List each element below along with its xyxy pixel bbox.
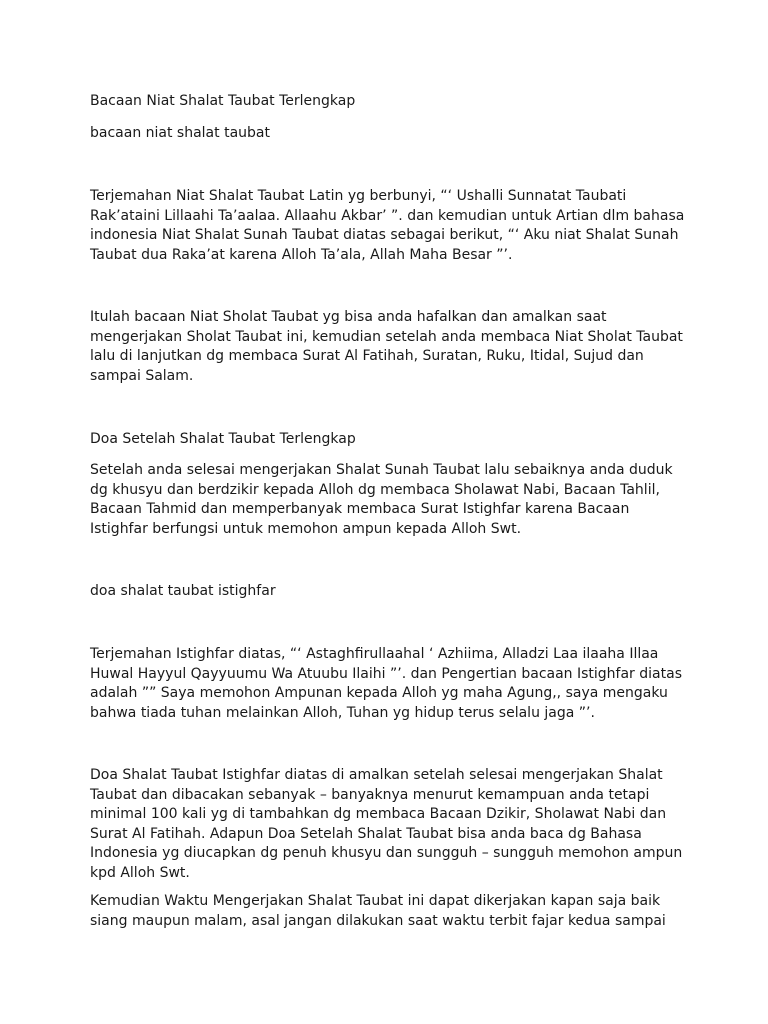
text-line: bacaan niat shalat taubat (90, 125, 270, 141)
text-line: indonesia Niat Shalat Sunah Taubat diatas sebagai berikut, “‘ Aku niat Shalat Sunah (90, 227, 679, 243)
text-line: dg khusyu dan berdzikir kepada Alloh dg membaca Sholawat Nabi, Bacaan Tahlil, (90, 481, 660, 498)
paragraph-itulah (90, 308, 690, 386)
text-line: Doa Setelah Shalat Taubat Terlengkap (90, 431, 356, 447)
paragraph-setelah (90, 461, 690, 539)
text-line: Itulah bacaan Niat Sholat Taubat yg bisa anda hafalkan dan amalkan saat (90, 309, 607, 325)
text-line: minimal 100 kali yg di tambahkan dg membaca Bacaan Dzikir, Sholawat Nabi dan (90, 806, 667, 822)
text-line: Indonesia yg diucapkan dg penuh khusyu dan sungguh – sungguh memohon ampun (90, 845, 683, 861)
paragraph-istighfar-translation (90, 645, 690, 723)
text-line: sampai Salam. (90, 367, 194, 384)
paragraph-niat-translation (90, 187, 690, 265)
text-line: adalah ”” Saya memohon Ampunan kepada Alloh yg maha Agung,, saya mengaku (90, 685, 668, 701)
text-line: Rak’ataini Lillaahi Ta’aalaa. Allaahu Akbar’ ”. dan kemudian untuk Artian dlm bahasa (90, 207, 685, 224)
text-line: Istighfar berfungsi untuk memohon ampun kepada Alloh Swt. (90, 520, 522, 537)
document-title (90, 92, 690, 112)
text-line: Taubat dan dibacakan sebanyak – banyaknya menurut kemampuan anda tetapi (90, 786, 650, 803)
text-line: Doa Shalat Taubat Istighfar diatas di amalkan setelah selesai mengerjakan Shalat (90, 767, 663, 783)
document-subtitle (90, 124, 690, 144)
text-line: Kemudian Waktu Mengerjakan Shalat Taubat ini dapat dikerjakan kapan saja baik (90, 893, 661, 909)
text-line: Setelah anda selesai mengerjakan Shalat Sunah Taubat lalu sebaiknya anda duduk (90, 462, 673, 478)
paragraph-doa-amalan (90, 766, 690, 883)
text-line: kpd Alloh Swt. (90, 864, 190, 881)
text-line: bahwa tiada tuhan melainkan Alloh, Tuhan yg hidup terus selalu jaga ”’. (90, 704, 595, 721)
text-line: Terjemahan Istighfar diatas, “‘ Astaghfirullaahal ‘ Azhiima, Alladzi Laa ilaaha Illaa (90, 646, 659, 662)
text-line: Taubat dua Raka’at karena Alloh Ta’ala, Allah Maha Besar ”’. (90, 246, 513, 263)
section-heading-istighfar (90, 582, 690, 602)
paragraph-waktu (90, 892, 690, 931)
text-line: mengerjakan Sholat Taubat ini, kemudian setelah anda membaca Niat Sholat Taubat (90, 328, 683, 345)
text-line: Bacaan Niat Shalat Taubat Terlengkap (90, 93, 356, 109)
text-line: Bacaan Tahmid dan memperbanyak membaca Surat Istighfar karena Bacaan (90, 501, 630, 517)
text-line: Surat Al Fatihah. Adapun Doa Setelah Shalat Taubat bisa anda baca dg Bahasa (90, 825, 642, 842)
text-line: Huwal Hayyul Qayyuumu Wa Atuubu Ilaihi ”’. dan Pengertian bacaan Istighfar diatas (90, 665, 682, 682)
text-line: Terjemahan Niat Shalat Taubat Latin yg berbunyi, “‘ Ushalli Sunnatat Taubati (90, 188, 627, 204)
text-line: siang maupun malam, asal jangan dilakukan saat waktu terbit fajar kedua sampai (90, 912, 666, 929)
section-heading-doa (90, 430, 690, 450)
text-line: lalu di lanjutkan dg membaca Surat Al Fatihah, Suratan, Ruku, Itidal, Sujud dan (90, 348, 644, 364)
text-line: doa shalat taubat istighfar (90, 583, 276, 599)
